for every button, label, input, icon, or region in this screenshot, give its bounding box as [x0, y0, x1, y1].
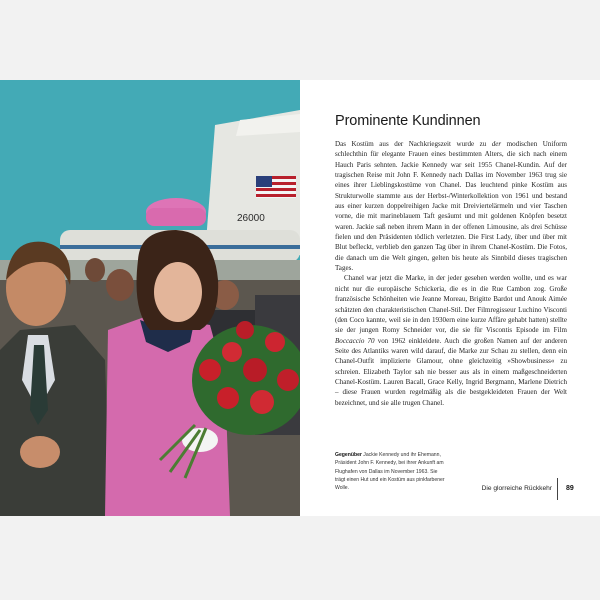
photo-illustration — [0, 80, 300, 516]
paragraph-1: Das Kostüm aus der Nachkriegszeit wurde zu der modischen Uniform schlechthin für elegante Frauen eines bestimmten Alters, die sich nach einem Hauch Paris sehnten. Jackie Kennedy war seit 1955 Chanel-Kundin. Auf der tragischen Reise mit John F. Kennedy nach Dallas im November 1963 trug sie eines ihrer Lieblingskostüme von Chanel. Das leuchtend pinke Kostüm aus Strukturwolle stammte aus der Herbst-/Winterkollektion von 1961 und bestand aus einer kurzen doppelreihigen Jacke mit Dreiviertelärmeln und vier Taschen vorne, die mit marineblauem Taft gesäumt und mit goldenen Knöpfen besetzt waren. Jackie saß neben ihrem Mann in der offenen Limousine, als drei Schüsse fielen und den Präsidenten tödlich verletzten. Die First Lady, über und über mit Blut befleckt, verblieb den ganzen Tag über in ihrem Chanel-Kostüm. Die Fotos, die danach um die Welt gingen, gelten bis heute als Sinnbild dieses tragischen Tages. — [335, 140, 567, 273]
paragraph-2: Chanel war jetzt die Marke, in der jeder gesehen werden wollte, und es war nicht nur die europäische Schickeria, die es in die Rue Cambon zog. Große französische Schönheiten wie Jeanne Moreau, Brigitte Bardot und Anouk Aimée schätzten den charakteristischen Chanel-Stil. Der Filmregisseur Luchino Visconti (den Coco kannte, weil sie in den 1930ern eine kurze Affäre gehabt hatten) stellte sie der jungen Romy Schneider vor, die sie für Viscontis Episode im Film Boccaccio 70 von 1962 einkleidete. Auch die großen Namen auf der anderen Seite des Atlantiks waren wild darauf, die Marke zur Schau zu stellen, denn ein Chanel-Outfit implizierte Glamour, ohne gleichzeitig »Showbusiness« zu schreien. Elizabeth Taylor sah nie besser aus als in einem maßgeschneiderten Chanel-Kostüm. Lauren Bacall, Grace Kelly, Ingrid Bergmann, Marlene Dietrich – diese Frauen wurden regelmäßig als die bestgekleideten Frauen der Welt bezeichnet, und sie alle trugen Chanel. — [335, 274, 568, 407]
jfk-suit — [0, 325, 110, 516]
jackie-face — [154, 262, 202, 322]
running-footer-title: Die glorreiche Rückkehr — [481, 485, 552, 492]
page-number: 89 — [566, 485, 574, 492]
text-page — [300, 80, 600, 516]
photo-caption: Gegenüber Jackie Kennedy und ihr Ehemann, Präsident John F. Kennedy, bei ihrer Ankunft am Flughafen von Dallas im November 1963. Sie trägt einen Hut und ein Kostüm aus pinkfarbener Wolle. — [335, 452, 445, 492]
body-text — [335, 139, 567, 408]
book-spread — [0, 80, 600, 516]
section-heading: Prominente Kundinnen — [335, 113, 481, 129]
plane-number: 26000 — [237, 213, 265, 224]
footer-divider — [557, 478, 558, 500]
photograph-kennedy-arrival — [0, 80, 300, 516]
us-flag-icon — [256, 176, 296, 198]
